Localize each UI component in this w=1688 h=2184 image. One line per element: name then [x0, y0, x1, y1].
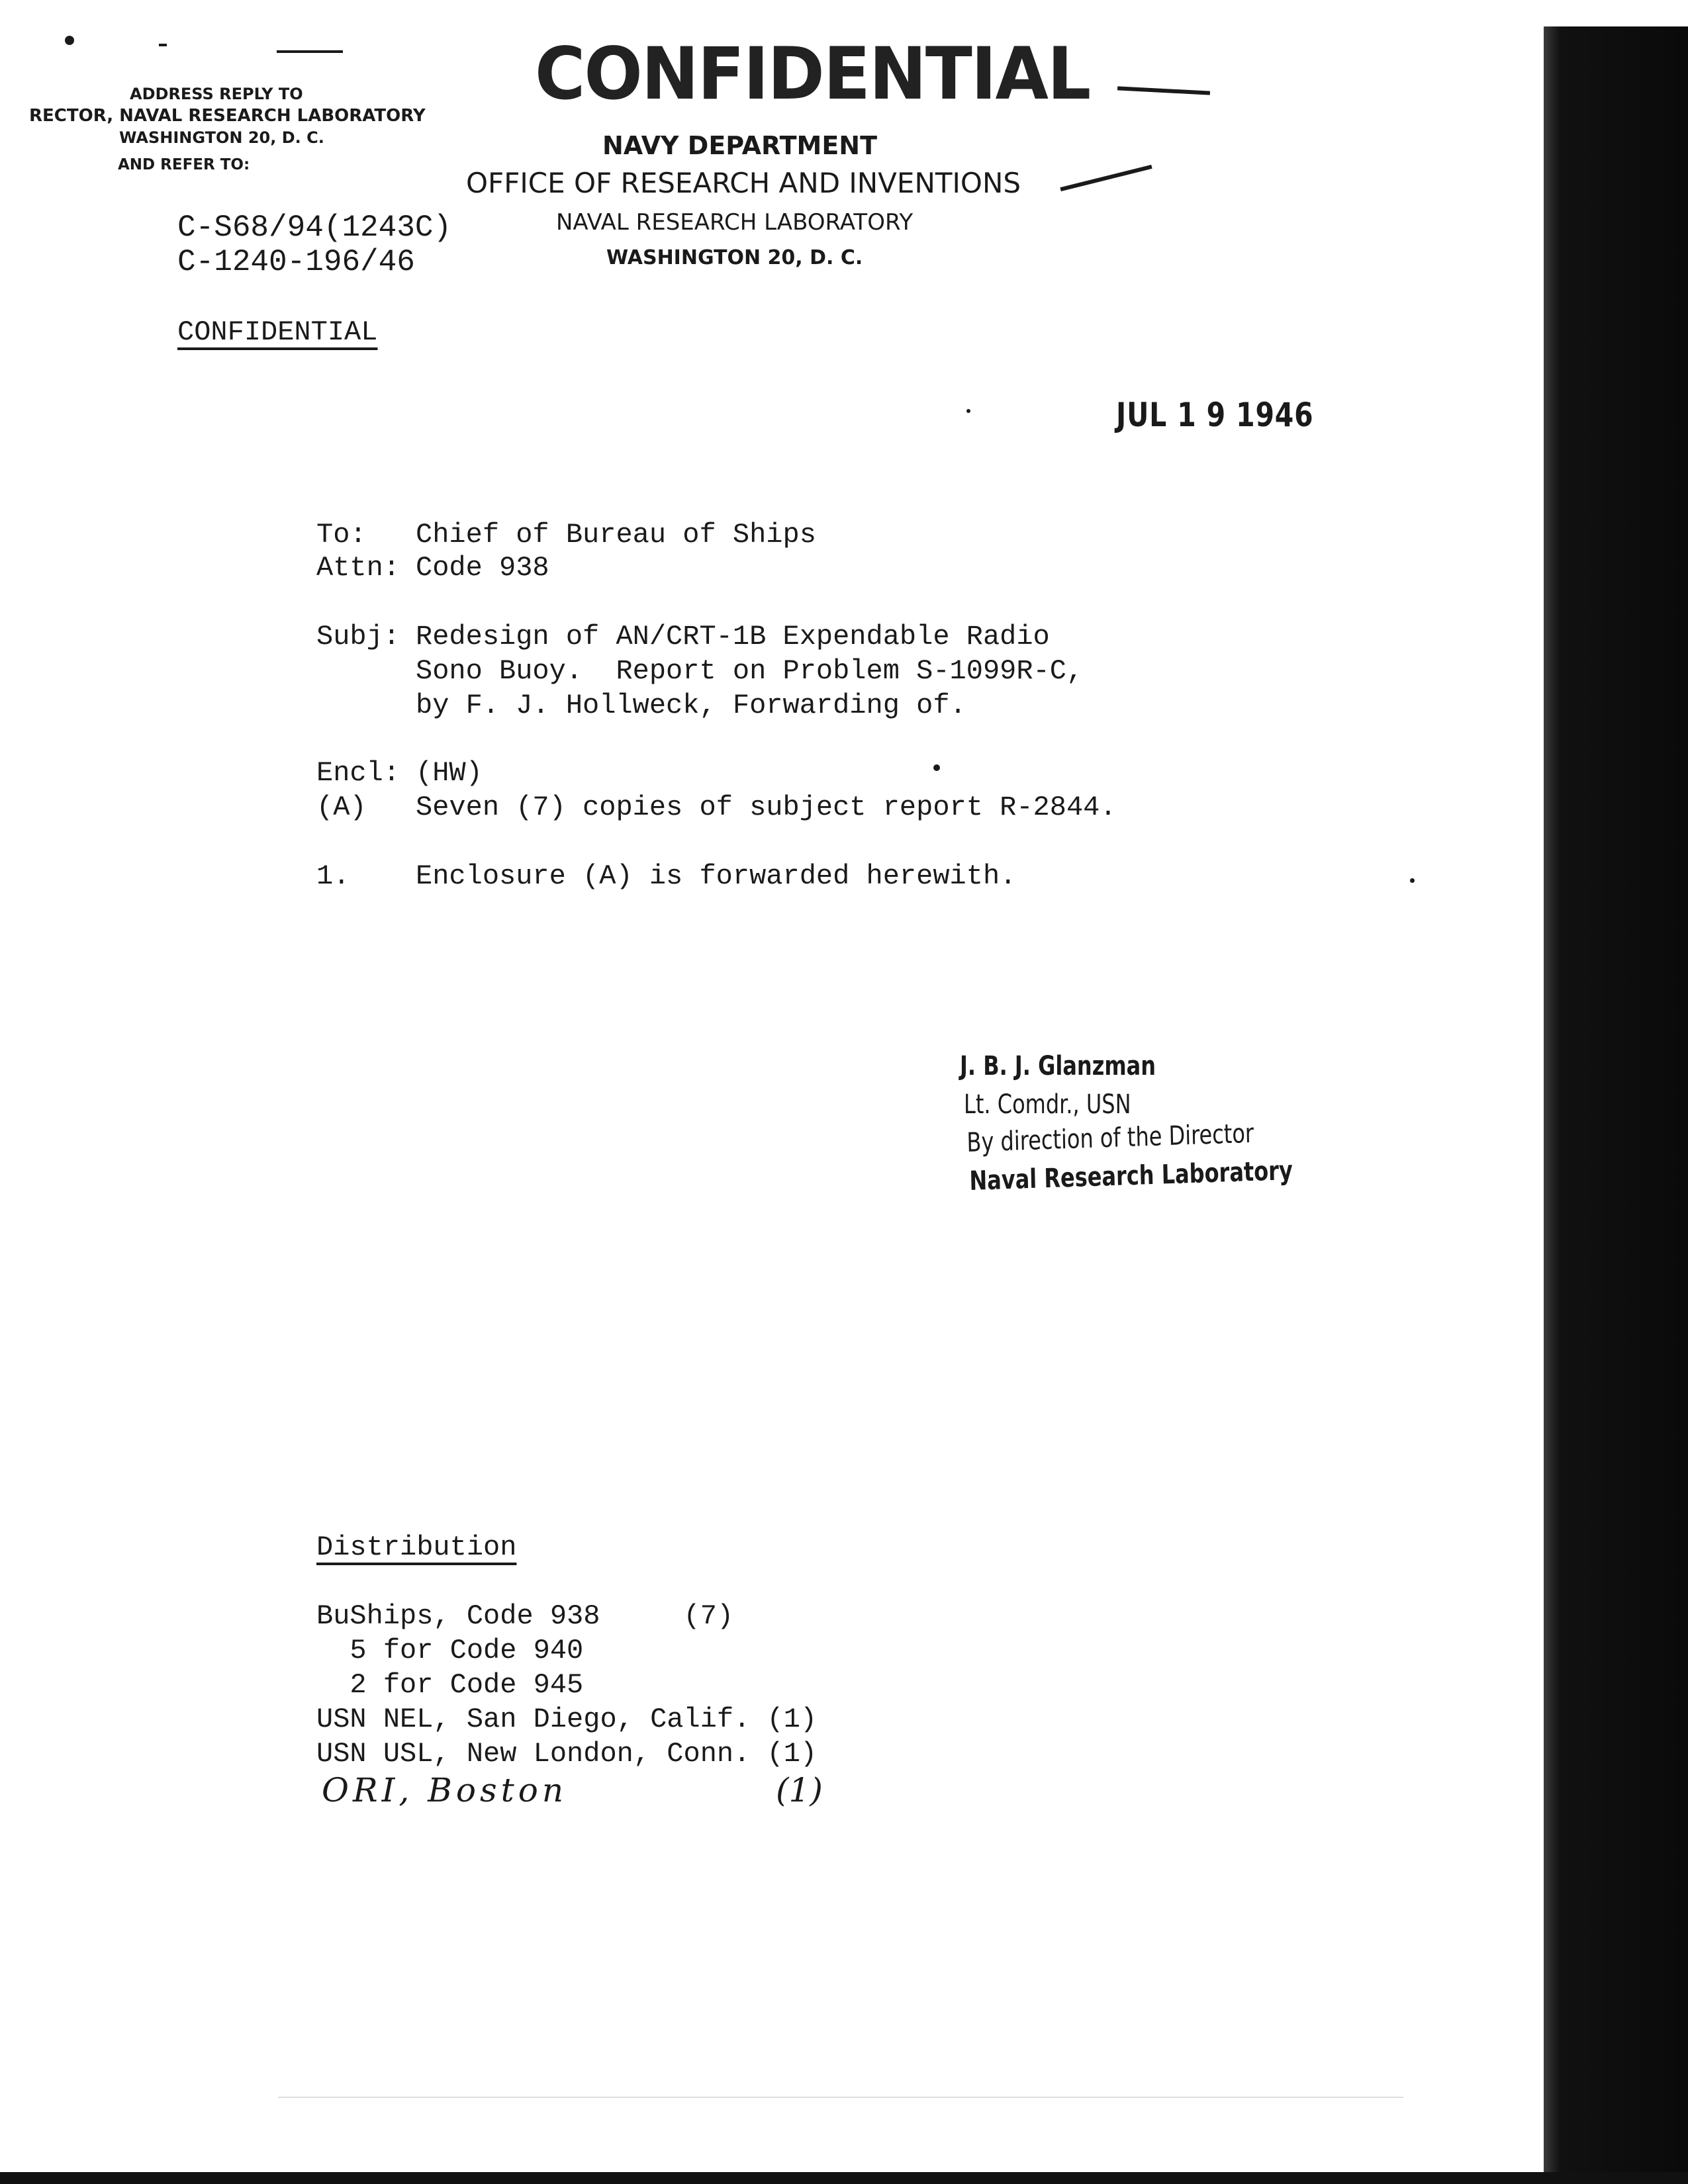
- letterhead-lab: NAVAL RESEARCH LABORATORY: [556, 209, 914, 236]
- paragraph-text: Enclosure (A) is forwarded herewith.: [416, 860, 1017, 892]
- scan-speck: [933, 764, 940, 771]
- scan-speck: [966, 409, 970, 413]
- distribution-line: 5 for Code 940: [316, 1635, 584, 1666]
- handwritten-destination: ORI, Boston: [322, 1771, 568, 1809]
- encl-item-text: Seven (7) copies of subject report R-2844.: [416, 792, 1117, 823]
- encl-label: Encl:: [316, 757, 400, 789]
- subj-line-1: Redesign of AN/CRT-1B Expendable Radio: [416, 621, 1050, 653]
- scan-speck: [1410, 878, 1415, 883]
- to-value: Chief of Bureau of Ships: [416, 519, 816, 551]
- scan-stroke: [1060, 165, 1152, 191]
- distribution-line: 2 for Code 945: [316, 1669, 584, 1701]
- encl-item-label: (A): [316, 792, 367, 823]
- distribution-line: BuShips, Code 938 (7): [316, 1600, 734, 1632]
- signer-rank: Lt. Comdr., USN: [964, 1089, 1131, 1120]
- address-line-4: AND REFER TO:: [118, 156, 250, 173]
- confidential-stamp: CONFIDENTIAL: [535, 30, 1090, 116]
- letterhead-dept: NAVY DEPARTMENT: [602, 131, 878, 160]
- scan-smudge: [278, 2097, 1403, 2098]
- scan-speck: [159, 44, 167, 46]
- scan-bottom-band: [0, 2172, 1688, 2184]
- scan-stroke: [277, 50, 343, 53]
- letterhead-city: WASHINGTON 20, D. C.: [606, 246, 863, 269]
- subj-line-3: by F. J. Hollweck, Forwarding of.: [416, 690, 966, 721]
- attn-label: Attn:: [316, 552, 400, 584]
- distribution-heading: Distribution: [316, 1531, 517, 1563]
- classification-typed: CONFIDENTIAL: [177, 316, 378, 348]
- scan-stroke: [1117, 86, 1210, 95]
- address-line-1: ADDRESS REPLY TO: [130, 85, 303, 103]
- date-stamp: JUL 1 9 1946: [1116, 396, 1314, 434]
- signer-org: Naval Research Laboratory: [969, 1156, 1293, 1197]
- scan-speck: [65, 36, 74, 45]
- distribution-line: USN USL, New London, Conn. (1): [316, 1738, 818, 1770]
- address-line-2: RECTOR, NAVAL RESEARCH LABORATORY: [29, 106, 426, 126]
- address-line-3: WASHINGTON 20, D. C.: [119, 128, 324, 147]
- subj-label: Subj:: [316, 621, 400, 653]
- letterhead-office: OFFICE OF RESEARCH AND INVENTIONS: [466, 167, 1021, 199]
- signer-authority: By direction of the Director: [966, 1118, 1254, 1158]
- attn-value: Code 938: [416, 552, 549, 584]
- distribution-line: USN NEL, San Diego, Calif. (1): [316, 1704, 818, 1735]
- subj-line-2: Sono Buoy. Report on Problem S-1099R-C,: [416, 655, 1084, 687]
- paragraph-number: 1.: [316, 860, 350, 892]
- signer-name: J. B. J. Glanzman: [960, 1051, 1156, 1081]
- scan-edge-shadow: [1544, 26, 1688, 2184]
- reference-number-1: C-S68/94(1243C): [177, 210, 452, 245]
- reference-number-2: C-1240-196/46: [177, 245, 415, 279]
- to-label: To:: [316, 519, 367, 551]
- handwritten-count: (1): [776, 1771, 823, 1809]
- encl-value: (HW): [416, 757, 483, 789]
